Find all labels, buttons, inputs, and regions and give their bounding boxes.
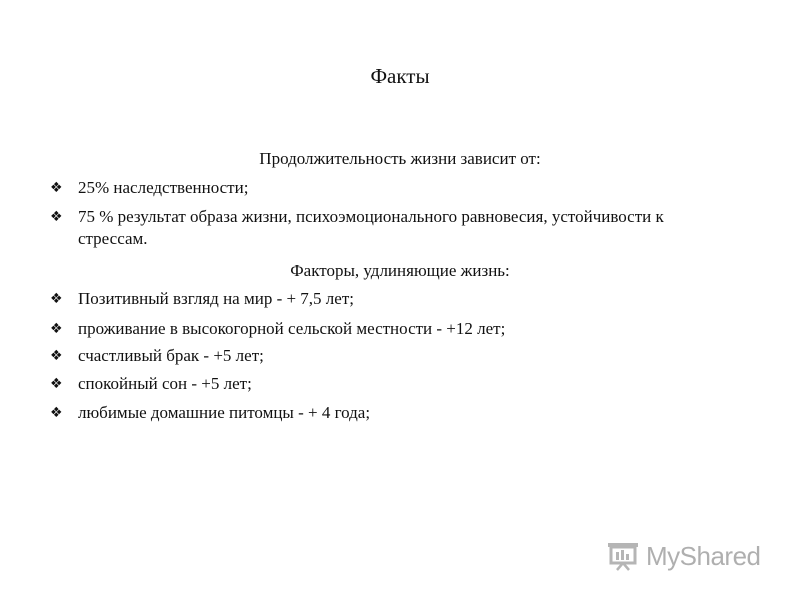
list-item <box>50 288 710 310</box>
presentation-board-icon <box>606 541 640 571</box>
list-item-text: 75 % результат образа жизни, психоэмоционального равновесия, устойчивости к стрессам. <box>78 207 664 248</box>
four-diamond-bullet-icon: ❖ <box>50 180 63 196</box>
section-heading-life-expectancy: Продолжительность жизни зависит от: <box>259 149 541 168</box>
list-item <box>50 345 710 367</box>
watermark-logo <box>606 536 761 576</box>
list-item-text: 25% наследственности; <box>78 178 249 197</box>
list-item <box>50 206 710 250</box>
list-item-text: проживание в высокогорной сельской местности - +12 лет; <box>78 319 506 338</box>
section-heading-factors: Факторы, удлиняющие жизнь: <box>290 261 510 280</box>
list-item <box>50 373 710 395</box>
watermark-text: MyShared <box>646 540 761 571</box>
slide-title: Факты <box>370 64 430 88</box>
list-item-text: спокойный сон - +5 лет; <box>78 374 252 393</box>
four-diamond-bullet-icon: ❖ <box>50 348 63 364</box>
list-item-text: любимые домашние питомцы - + 4 года; <box>78 403 371 422</box>
four-diamond-bullet-icon: ❖ <box>50 405 63 421</box>
four-diamond-bullet-icon: ❖ <box>50 376 63 392</box>
four-diamond-bullet-icon: ❖ <box>50 291 63 307</box>
list-item-text: Позитивный взгляд на мир - + 7,5 лет; <box>78 289 354 308</box>
list-item <box>50 402 710 424</box>
four-diamond-bullet-icon: ❖ <box>50 209 63 225</box>
four-diamond-bullet-icon: ❖ <box>50 321 63 337</box>
list-item <box>50 177 710 199</box>
list-item-text: счастливый брак - +5 лет; <box>78 346 264 365</box>
list-item <box>50 318 710 340</box>
